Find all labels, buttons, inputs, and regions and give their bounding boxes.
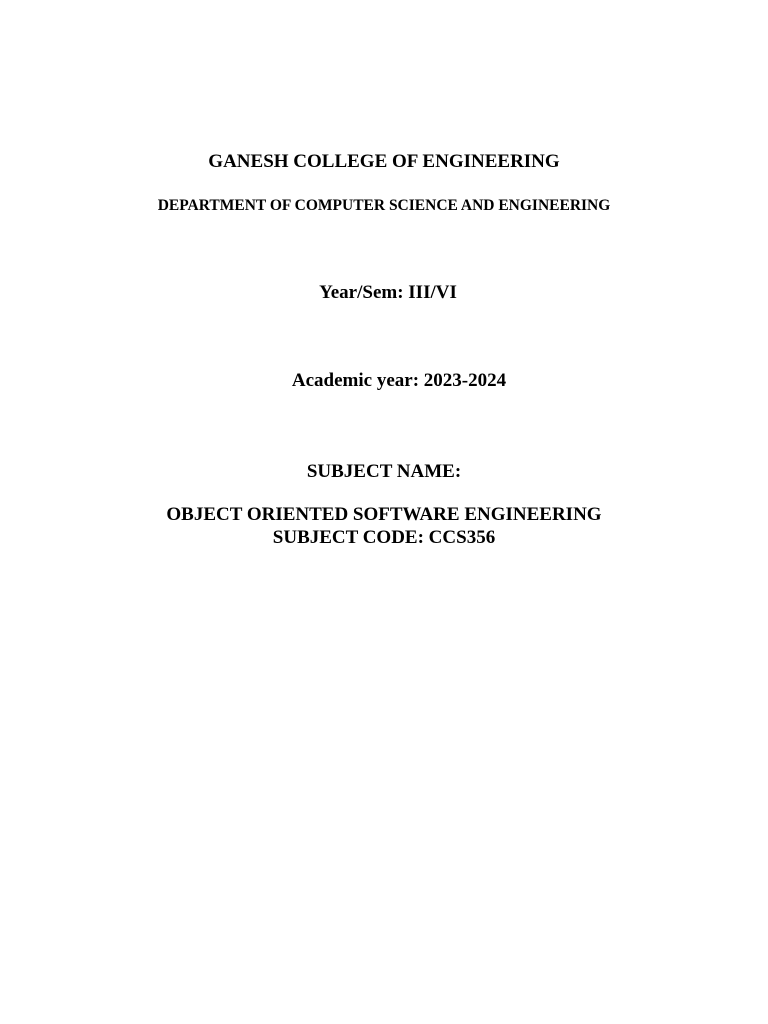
- department-name: DEPARTMENT OF COMPUTER SCIENCE AND ENGINEERING: [157, 197, 611, 214]
- subject-name-label: SUBJECT NAME:: [306, 461, 462, 482]
- subject-code: SUBJECT CODE: CCS356: [272, 527, 496, 548]
- year-semester: Year/Sem: III/VI: [319, 282, 457, 303]
- academic-year: Academic year: 2023-2024: [291, 370, 507, 391]
- college-name: GANESH COLLEGE OF ENGINEERING: [208, 151, 560, 172]
- subject-name: OBJECT ORIENTED SOFTWARE ENGINEERING: [166, 504, 602, 525]
